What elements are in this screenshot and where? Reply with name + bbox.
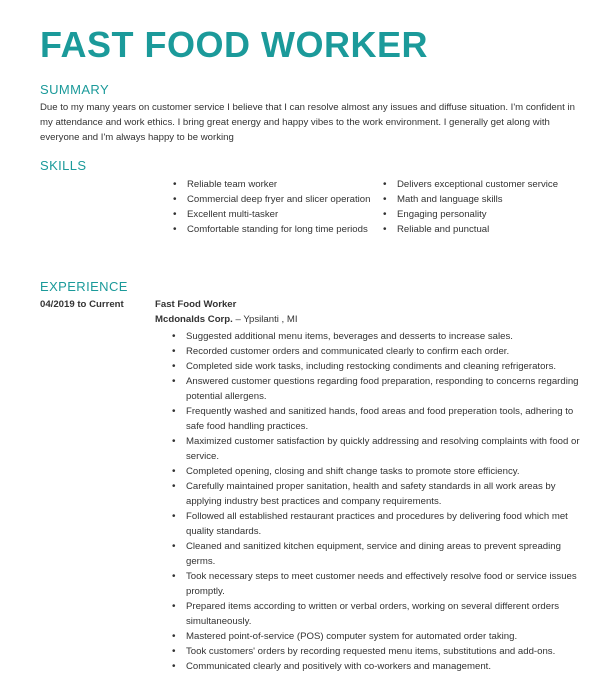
skill-item: • Delivers exceptional customer service — [381, 177, 596, 192]
responsibility-item: • Took customers' orders by recording requested menu items, substitutions and add-ons. — [170, 644, 580, 659]
responsibilities-list — [170, 329, 580, 674]
skill-item: • Reliable and punctual — [381, 222, 596, 237]
skill-item: • Math and language skills — [381, 192, 596, 207]
summary-text: Due to my many years on customer service I believe that I can resolve almost any issues and diffuse situation. I'm confident in my attendance and work ethics. I bring great energy and happy vibes to the work environment. I generally get along with everyone and I'm always happy to be working — [40, 102, 575, 143]
responsibility-item: • Maximized customer satisfaction by quickly addressing and resolving complaints with food or service. — [170, 434, 580, 464]
responsibility-item: • Cleaned and sanitized kitchen equipment, service and dining areas to prevent spreading germs. — [170, 539, 580, 569]
skill-item: • Excellent multi-tasker — [171, 207, 371, 222]
responsibility-item: • Mastered point-of-service (POS) computer system for automated order taking. — [170, 629, 580, 644]
skill-item: • Commercial deep fryer and slicer operation — [171, 192, 371, 207]
skill-item: • Comfortable standing for long time periods — [171, 222, 371, 237]
responsibility-item: • Carefully maintained proper sanitation, health and safety standards in all work areas by applying industry best practices and company requirements. — [170, 479, 580, 509]
job-dates: 04/2019 to Current — [40, 299, 124, 310]
responsibility-item: • Took necessary steps to meet customer needs and effectively resolve food or service issues promptly. — [170, 569, 580, 599]
responsibility-item: • Suggested additional menu items, beverages and desserts to increase sales. — [170, 329, 580, 344]
separator: – — [235, 314, 241, 325]
summary-heading: SUMMARY — [40, 82, 110, 97]
job-title: Fast Food Worker — [155, 299, 237, 310]
job-company-location — [155, 314, 298, 325]
responsibility-item: • Completed opening, closing and shift change tasks to promote store efficiency. — [170, 464, 580, 479]
job-location: Ypsilanti , MI — [243, 314, 298, 325]
skills-list-left — [171, 177, 371, 237]
responsibility-item: • Answered customer questions regarding food preparation, responding to concerns regarding potential allergens. — [170, 374, 580, 404]
resume-name: FAST FOOD WORKER — [40, 24, 428, 65]
skill-item: • Reliable team worker — [171, 177, 371, 192]
skills-list-right — [381, 177, 596, 237]
responsibility-item: • Recorded customer orders and communicated clearly to confirm each order. — [170, 344, 580, 359]
responsibility-item: • Followed all established restaurant practices and procedures by delivering food which met quality standards. — [170, 509, 580, 539]
responsibility-item: • Prepared items according to written or verbal orders, working on several different orders simultaneously. — [170, 599, 580, 629]
company-name: Mcdonalds Corp. — [155, 314, 233, 325]
responsibility-item: • Completed side work tasks, including restocking condiments and cleaning refrigerators. — [170, 359, 580, 374]
responsibility-item: • Frequently washed and sanitized hands, food areas and food preperation tools, adhering to safe food handling practices. — [170, 404, 580, 434]
skill-item: • Engaging personality — [381, 207, 596, 222]
experience-heading: EXPERIENCE — [40, 279, 128, 294]
responsibility-item: • Communicated clearly and positively with co-workers and management. — [170, 659, 580, 674]
skills-heading: SKILLS — [40, 158, 87, 173]
